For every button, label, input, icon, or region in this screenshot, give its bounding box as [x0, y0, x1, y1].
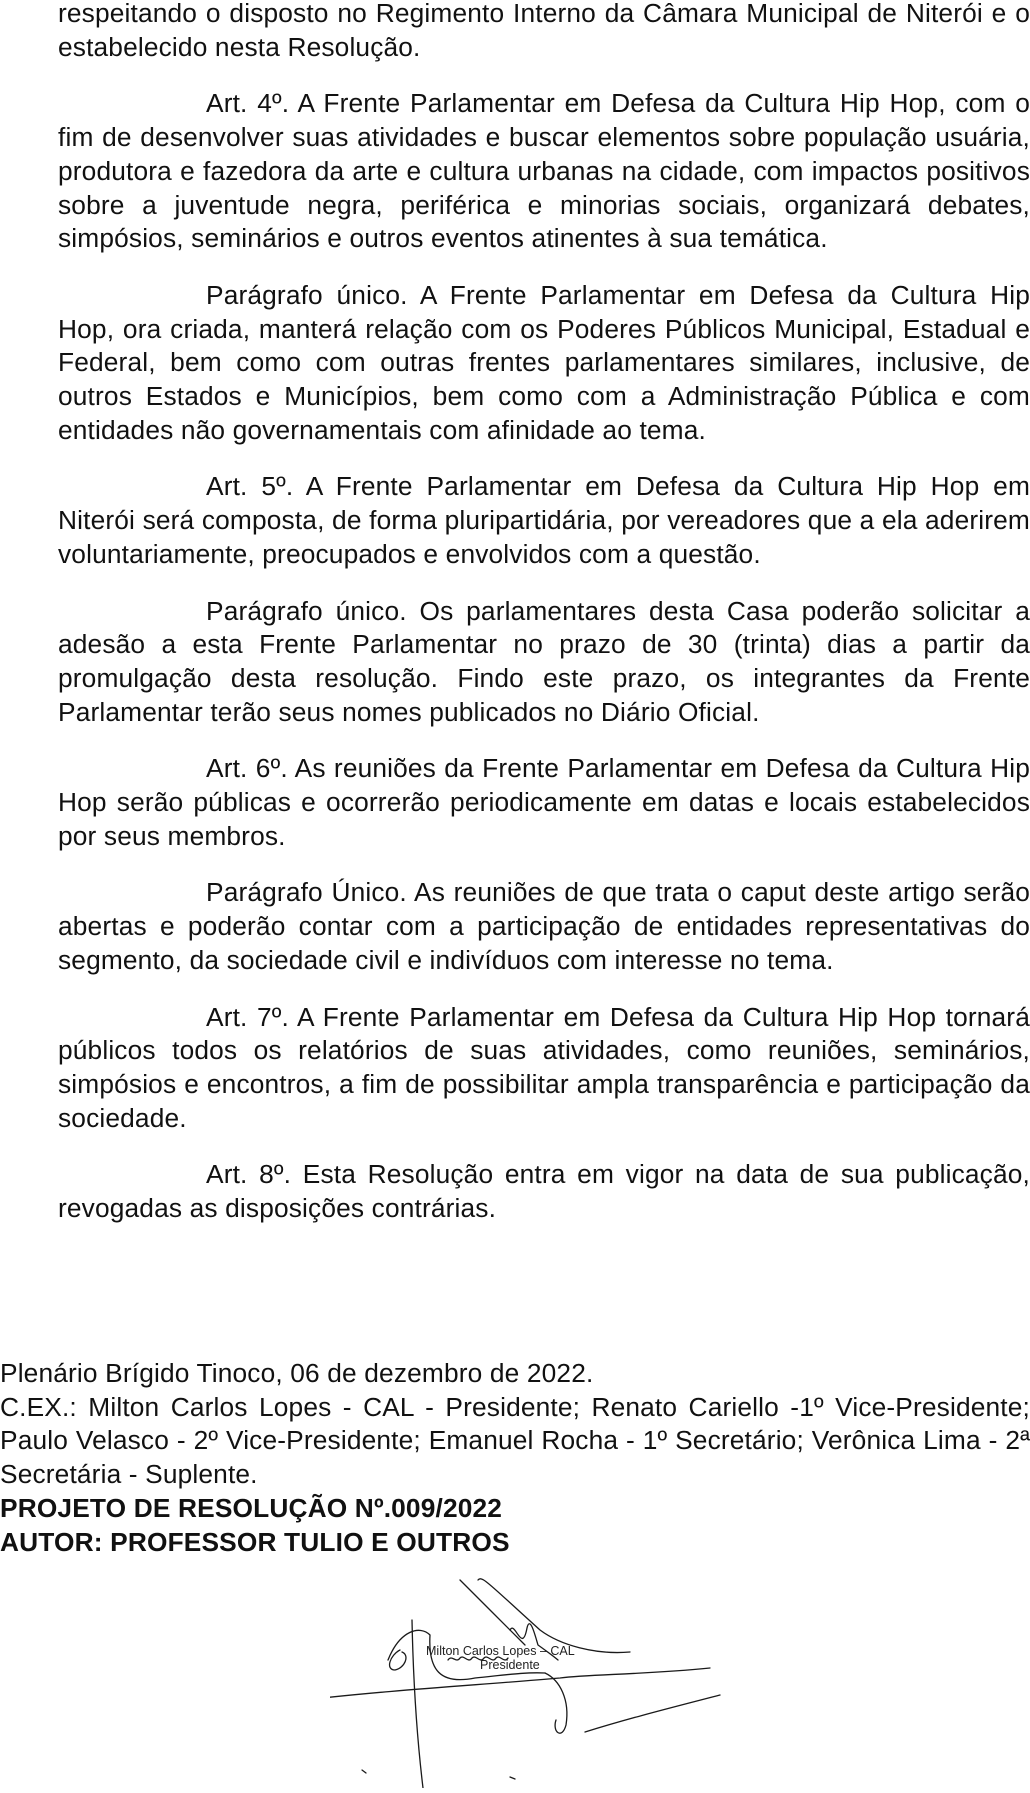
executive-committee: C.EX.: Milton Carlos Lopes - CAL - Presidente; Renato Cariello -1º Vice-Presidente; Paulo Velasco - 2º Vice-Presidente; Emanuel Rocha - 1º Secretário; Verônica Lima - 2ª Secretária - Suplente.: [0, 1391, 1030, 1490]
signature-block: [330, 1560, 750, 1788]
signature-name: Milton Carlos Lopes – CAL: [426, 1644, 575, 1658]
place-date: Plenário Brígido Tinoco, 06 de dezembro de 2022.: [0, 1358, 594, 1388]
handwritten-signature: [330, 1560, 750, 1788]
closing-block: [0, 1357, 1030, 1559]
paragraph-art-6: Art. 6º. As reuniões da Frente Parlamentar em Defesa da Cultura Hip Hop serão públicas e ocorrerão periodicamente em datas e locais estabelecidos por seus membros.: [58, 753, 1030, 851]
paragraph-art-4: Art. 4º. A Frente Parlamentar em Defesa da Cultura Hip Hop, com o fim de desenvolver suas atividades e buscar elementos sobre população usuária, produtora e fazedora da arte e cultura urbanas na cidade, com impactos positivos sobre a juventude negra, periférica e minorias sociais, organizará debates, simpósios, seminários e outros eventos atinentes à sua temática.: [58, 88, 1030, 254]
document-body: [58, 0, 1030, 1249]
paragraph-art-7: Art. 7º. A Frente Parlamentar em Defesa da Cultura Hip Hop tornará públicos todos os relatórios de suas atividades, como reuniões, seminários, simpósios e encontros, a fim de possibilitar ampla transparência e participação da sociedade.: [58, 1001, 1030, 1133]
paragraph-art-5: Art. 5º. A Frente Parlamentar em Defesa da Cultura Hip Hop em Niterói será composta, de forma pluripartidária, por vereadores que a ela aderirem voluntariamente, preocupados e envolvidos com a questão.: [58, 471, 1030, 569]
project-number: PROJETO DE RESOLUÇÃO Nº.009/2022: [0, 1492, 503, 1523]
signature-role: Presidente: [480, 1658, 540, 1672]
paragraph-art-5-single: Parágrafo único. Os parlamentares desta Casa poderão solicitar a adesão a esta Frente Parlamentar no prazo de 30 (trinta) dias a partir da promulgação desta resolução. Findo este prazo, os integrantes da Frente Parlamentar terão seus nomes publicados no Diário Oficial.: [58, 595, 1030, 727]
paragraph-continuation: respeitando o disposto no Regimento Interno da Câmara Municipal de Niterói e o estabelecido nesta Resolução.: [58, 0, 1030, 62]
project-author: AUTOR: PROFESSOR TULIO E OUTROS: [0, 1526, 510, 1557]
paragraph-art-4-single: Parágrafo único. A Frente Parlamentar em Defesa da Cultura Hip Hop, ora criada, manterá relação com os Poderes Públicos Municipal, Estadual e Federal, bem como com outras frentes parlamentares similares, inclusive, de outros Estados e Municípios, bem como com a Administração Pública e com entidades não governamentais com afinidade ao tema.: [58, 279, 1030, 445]
paragraph-art-6-single: Parágrafo Único. As reuniões de que trata o caput deste artigo serão abertas e poderão contar com a participação de entidades representativas do segmento, da sociedade civil e indivíduos com interesse no tema.: [58, 877, 1030, 975]
paragraph-art-8: Art. 8º. Esta Resolução entra em vigor na data de sua publicação, revogadas as disposições contrárias.: [58, 1159, 1030, 1224]
